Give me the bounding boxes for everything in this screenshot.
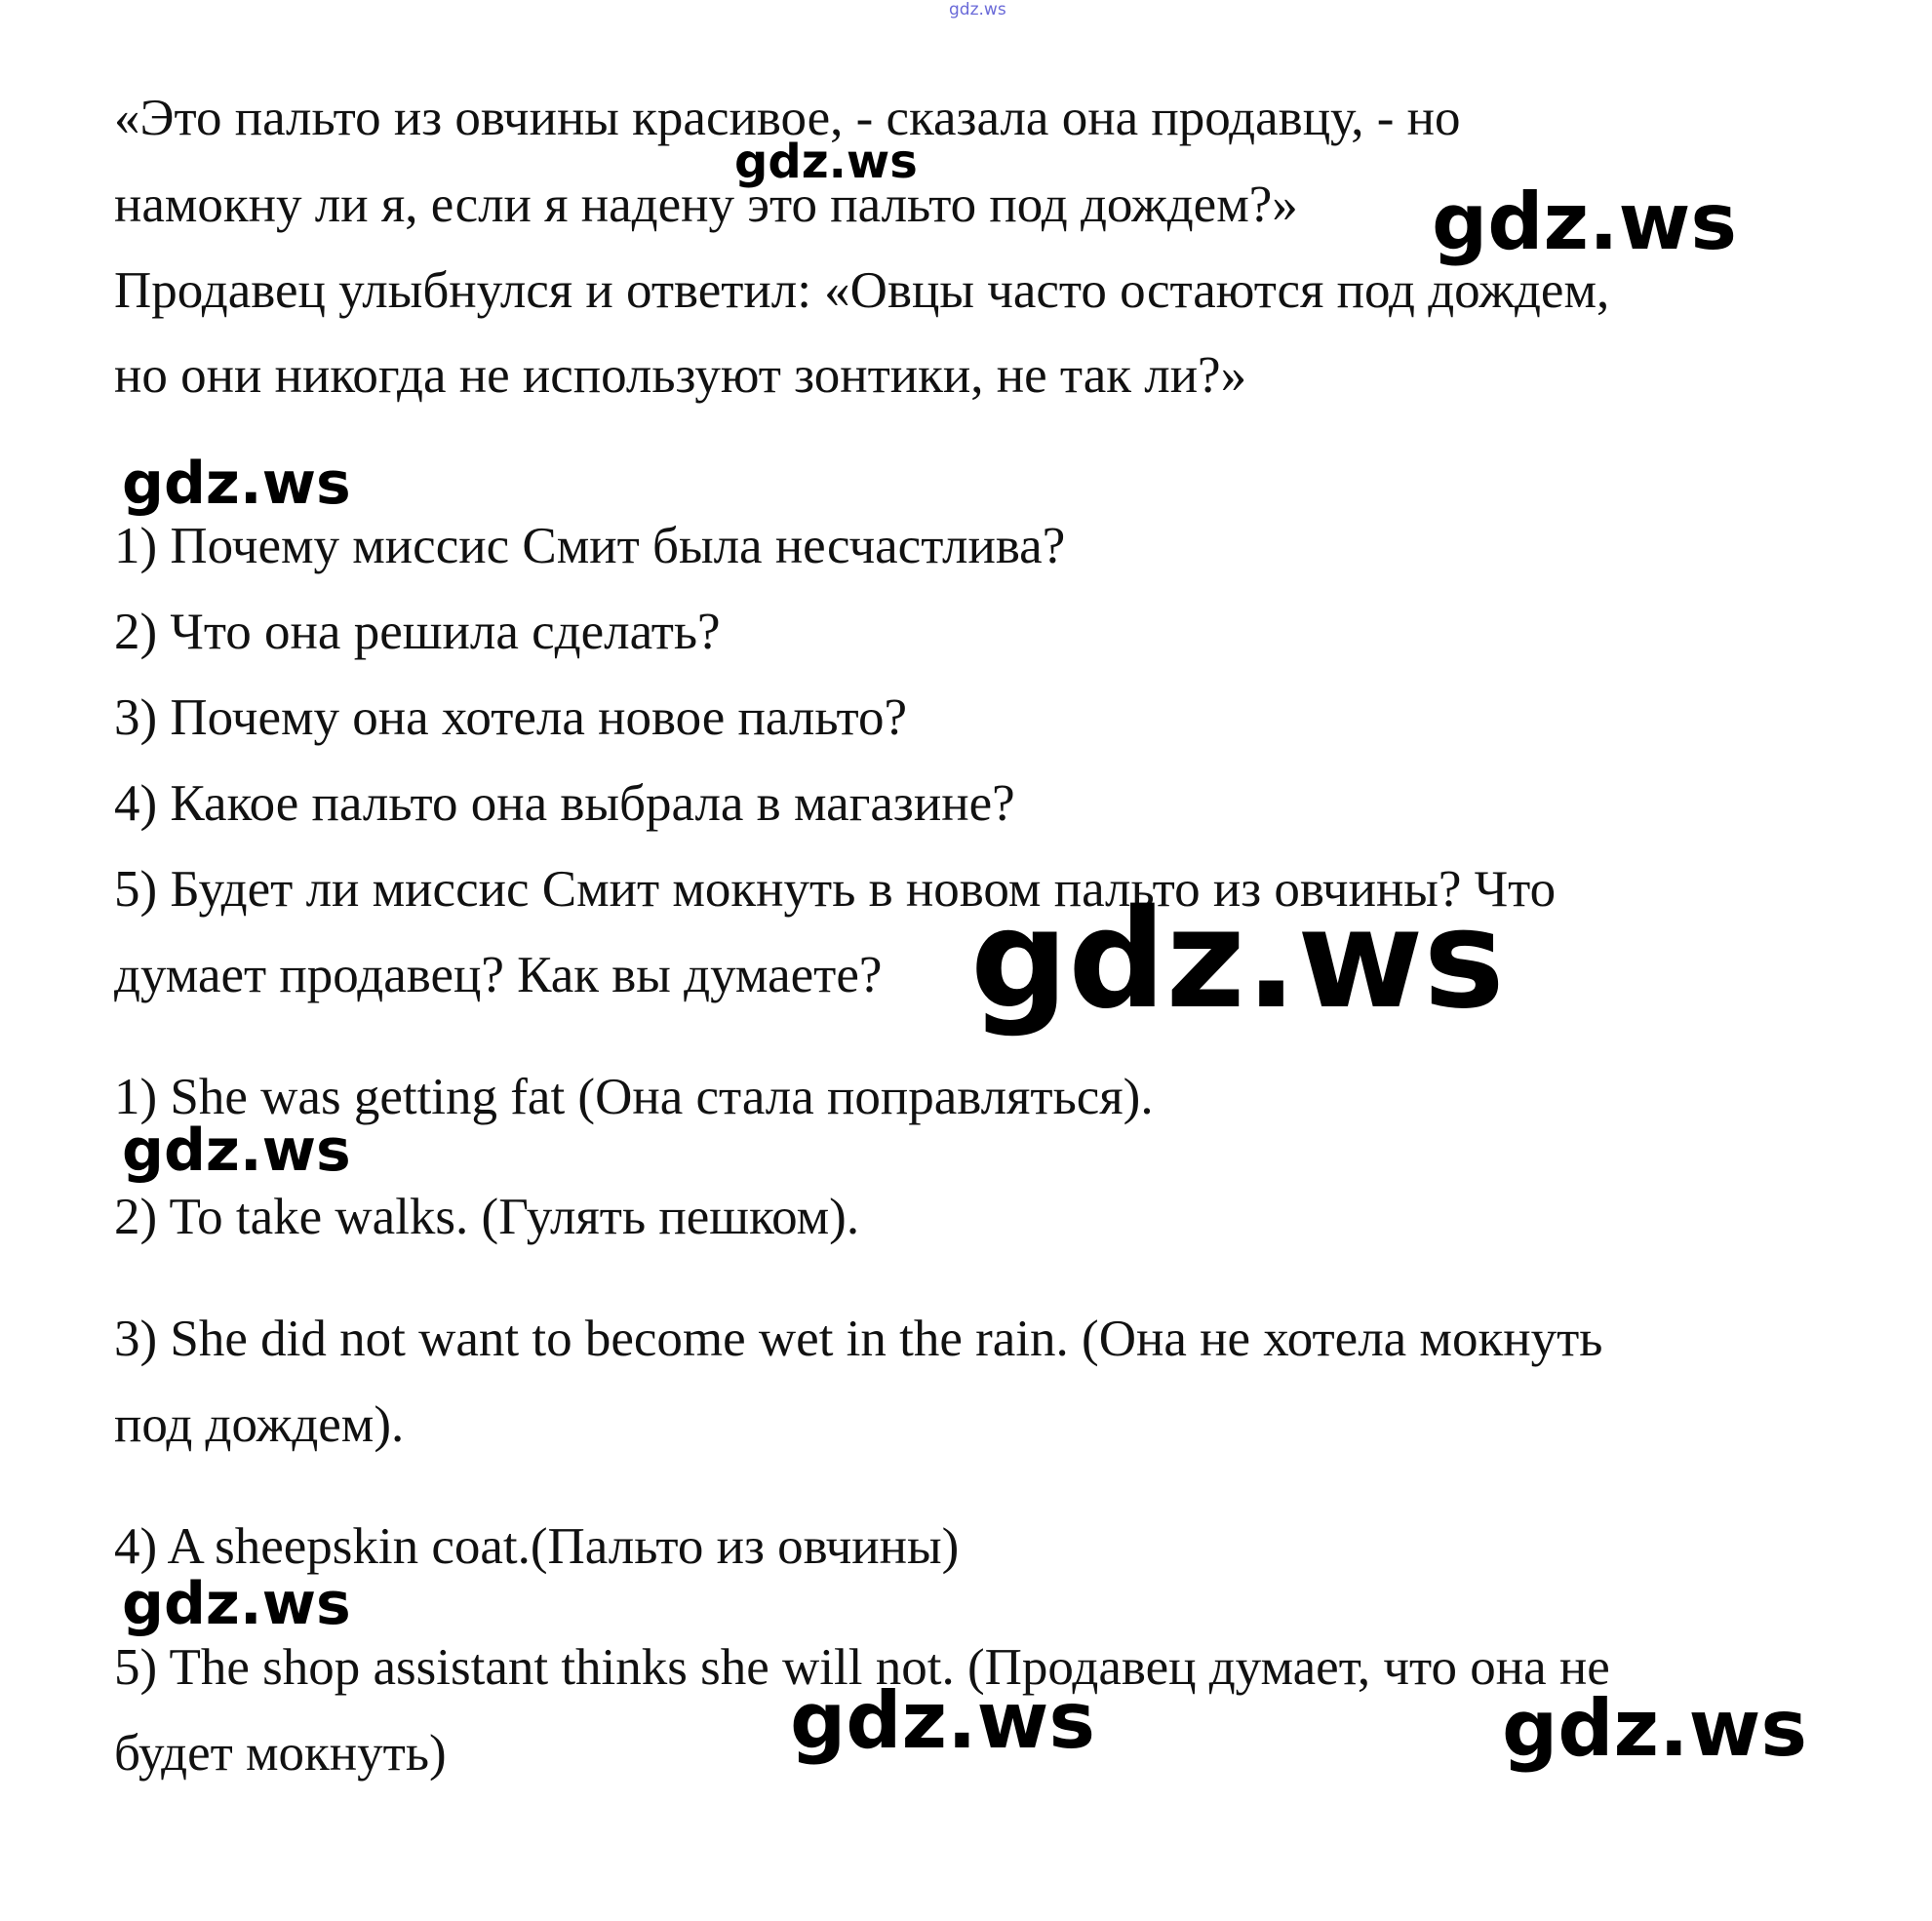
answer-2: 2) To take walks. (Гулять пешком). (114, 1189, 860, 1245)
answer-1: 1) She was getting fat (Она стала поправляться). (114, 1069, 1154, 1125)
question-1: 1) Почему миссис Смит была несчастлива? (114, 518, 1066, 574)
question-3: 3) Почему она хотела новое пальто? (114, 689, 907, 746)
watermark-top-small: gdz.ws (949, 0, 1006, 20)
watermark-6: gdz.ws (122, 1570, 351, 1638)
watermark-7: gdz.ws (790, 1675, 1096, 1766)
watermark-4: gdz.ws (970, 881, 1505, 1039)
question-2: 2) Что она решила сделать? (114, 604, 721, 660)
story-line-4: но они никогда не используют зонтики, не так ли?» (114, 347, 1247, 404)
answer-3-line-1: 3) She did not want to become wet in the rain. (Она не хотела мокнуть (114, 1311, 1603, 1367)
answer-4: 4) A sheepskin coat.(Пальто из овчины) (114, 1518, 960, 1575)
answer-3-line-2: под дождем). (114, 1396, 405, 1453)
question-5-line-2: думает продавец? Как вы думаете? (114, 947, 883, 1003)
answer-5-line-1: 5) The shop assistant thinks she will not. (Продавец думает, что она не (114, 1639, 1610, 1696)
question-4: 4) Какое пальто она выбрала в магазине? (114, 775, 1015, 832)
watermark-8: gdz.ws (1502, 1683, 1808, 1774)
answer-5-line-2: будет мокнуть) (114, 1725, 447, 1782)
watermark-5: gdz.ws (122, 1117, 351, 1185)
story-line-1: «Это пальто из овчины красивое, - сказала она продавцу, - но (114, 90, 1461, 146)
story-line-3: Продавец улыбнулся и ответил: «Овцы часто остаются под дождем, (114, 262, 1610, 319)
watermark-2: gdz.ws (1432, 176, 1738, 267)
watermark-1: gdz.ws (734, 135, 918, 189)
question-5-line-1: 5) Будет ли миссис Смит мокнуть в новом пальто из овчины? Что (114, 861, 1557, 918)
watermark-3: gdz.ws (122, 450, 351, 518)
story-line-2: намокну ли я, если я надену это пальто под дождем?» (114, 176, 1298, 233)
